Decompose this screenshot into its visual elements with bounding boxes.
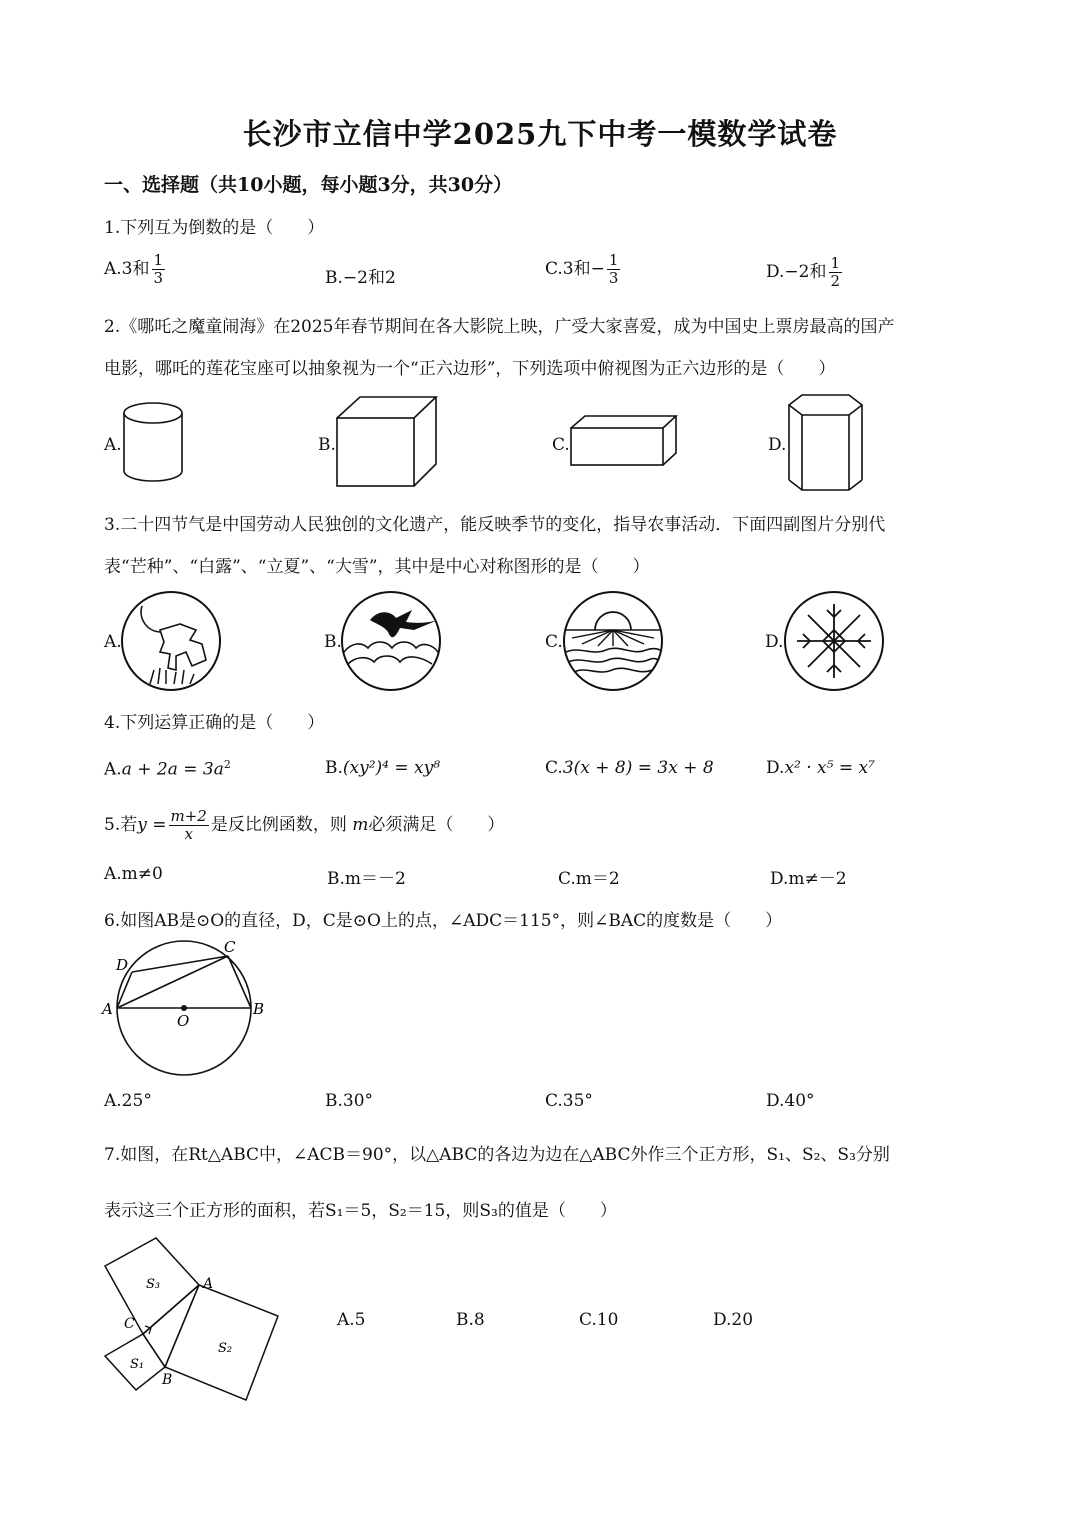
q3-label-c: C. bbox=[545, 632, 563, 652]
q3-label-b: B. bbox=[324, 632, 342, 652]
page-title: 长沙市立信中学2025九下中考一模数学试卷 bbox=[242, 117, 838, 151]
q3-stem-line2: 表“芒种”、“白露”、“立夏”、“大雪”，其中是中心对称图形的是（ ） bbox=[104, 557, 650, 577]
q6-option-b: B.30° bbox=[325, 1091, 374, 1111]
q2-stem-line2: 电影，哪吒的莲花宝座可以抽象视为一个“正六边形”，下列选项中俯视图为正六边形的是（ ） bbox=[104, 359, 836, 379]
q1-option-a: A.3和 $\frac{1}{3}$ bbox=[104, 251, 164, 287]
q3-label-a: A. bbox=[104, 632, 122, 652]
pythagorean-squares-figure bbox=[100, 1232, 282, 1404]
circle-geometry-figure bbox=[100, 938, 270, 1080]
lixia-icon bbox=[562, 590, 664, 692]
q2-label-b: B. bbox=[318, 435, 336, 455]
q7-stem-line2: 表示这三个正方形的面积，若S₁＝5，S₂＝15，则S₃的值是（ ） bbox=[104, 1201, 617, 1221]
q6-option-a: A.25° bbox=[104, 1091, 152, 1111]
point-o-label: O bbox=[177, 1012, 190, 1030]
q7-option-a: A.5 bbox=[337, 1310, 366, 1330]
q6-option-c: C.35° bbox=[545, 1091, 593, 1111]
vertex-b-label: B bbox=[162, 1372, 173, 1388]
q1-d-fraction: $\frac{1}{2}$ bbox=[830, 254, 841, 290]
q1-a-fraction: $\frac{1}{3}$ bbox=[153, 251, 164, 287]
q7-stem-line1: 7.如图，在Rt△ABC中，∠ACB＝90°，以△ABC的各边为边在△ABC外作三个正方形，S₁、S₂、S₃分别 bbox=[104, 1145, 890, 1165]
q7-option-c: C.10 bbox=[579, 1310, 619, 1330]
point-a-label: A bbox=[102, 1000, 113, 1018]
point-d-label: D bbox=[116, 956, 129, 974]
square-s1-label: S₁ bbox=[130, 1357, 145, 1372]
q5-option-d: D.m≠－2 bbox=[770, 869, 847, 889]
q5-option-b: B.m＝－2 bbox=[327, 869, 406, 889]
cube-figure bbox=[336, 396, 438, 490]
hexagonal-prism-figure bbox=[788, 393, 864, 493]
q1-stem: 1.下列互为倒数的是（ ） bbox=[104, 218, 325, 238]
q5-option-c: C.m＝2 bbox=[558, 869, 620, 889]
mangzhong-icon bbox=[120, 590, 222, 692]
q1-option-c: C.3和− $\frac{1}{3}$ bbox=[545, 251, 619, 287]
q4-option-b: B.(xy²)⁴ = xy⁸ bbox=[325, 758, 441, 778]
q6-option-d: D.40° bbox=[766, 1091, 815, 1111]
q4-option-d: D.x² · x⁵ = x⁷ bbox=[766, 758, 875, 778]
point-b-label: B bbox=[253, 1000, 265, 1018]
cuboid-figure bbox=[570, 415, 678, 467]
q5-fraction: $\frac{m+2}{x}$ bbox=[170, 807, 207, 843]
section-header: 一、选择题（共10小题，每小题3分，共30分） bbox=[104, 174, 513, 196]
cylinder-figure bbox=[122, 400, 186, 484]
square-s2-label: S₂ bbox=[218, 1341, 233, 1356]
square-s3-label: S₃ bbox=[146, 1277, 161, 1292]
q2-label-d: D. bbox=[768, 435, 787, 455]
q4-option-a: $A.a + 2a = 3a^2$ bbox=[104, 758, 231, 780]
q4-stem: 4.下列运算正确的是（ ） bbox=[104, 713, 325, 733]
q2-label-c: C. bbox=[552, 435, 570, 455]
q2-stem-line1: 2.《哪吒之魔童闹海》在2025年春节期间在各大影院上映，广受大家喜爱，成为中国史上票房最高的国产 bbox=[104, 317, 895, 337]
q7-option-d: D.20 bbox=[713, 1310, 754, 1330]
daxue-snowflake-icon bbox=[783, 590, 885, 692]
vertex-a-label: A bbox=[203, 1276, 214, 1292]
bailu-icon bbox=[340, 590, 442, 692]
vertex-c-label: C bbox=[124, 1316, 135, 1332]
q1-option-b: B.−2和2 bbox=[325, 268, 396, 288]
q1-c-fraction: $\frac{1}{3}$ bbox=[608, 251, 619, 287]
q3-stem-line1: 3.二十四节气是中国劳动人民独创的文化遗产，能反映季节的变化，指导农事活动．下面四副图片分别代 bbox=[104, 515, 886, 535]
q4-option-c: C.3(x + 8) = 3x + 8 bbox=[545, 758, 714, 778]
q5-option-a: A.m≠0 bbox=[104, 864, 163, 884]
q2-label-a: A. bbox=[104, 435, 122, 455]
q6-stem: 6.如图AB是⊙O的直径，D，C是⊙O上的点，∠ADC＝115°，则∠BAC的度数是（ ） bbox=[104, 911, 783, 931]
point-c-label: C bbox=[224, 938, 236, 956]
q3-label-d: D. bbox=[765, 632, 784, 652]
q5-stem: 5.若y = $\frac{m+2}{x}$ 是反比例函数，则 m必须满足（ ） bbox=[104, 807, 505, 843]
q1-option-d: D.−2和 $\frac{1}{2}$ bbox=[766, 254, 841, 290]
q7-option-b: B.8 bbox=[456, 1310, 485, 1330]
